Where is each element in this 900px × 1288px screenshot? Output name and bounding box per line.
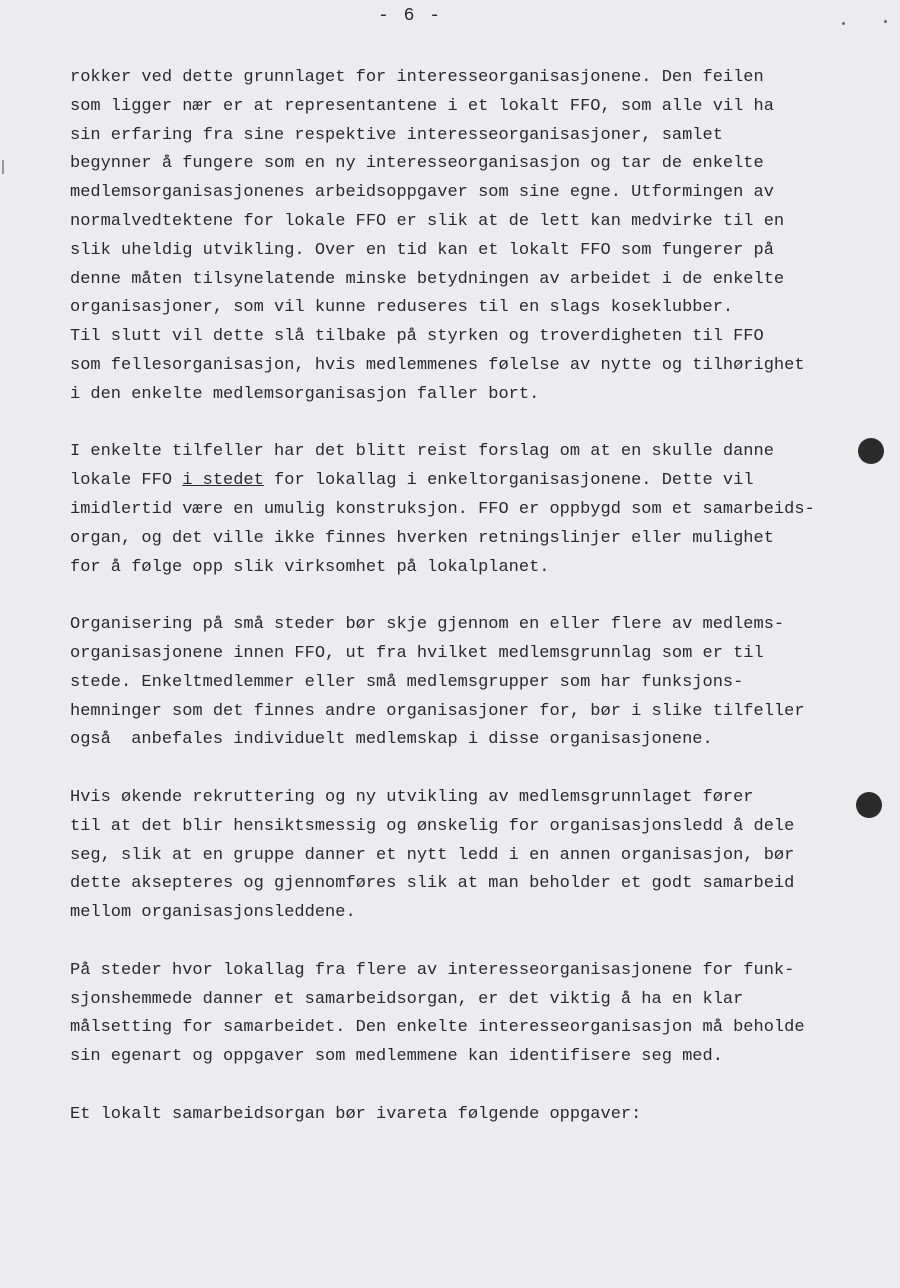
text-line: Til slutt vil dette slå tilbake på styrken og troverdigheten til FFO: [70, 327, 764, 347]
punch-hole: [858, 438, 884, 464]
text-segment: for lokallag i enkeltorganisasjonene. Dette vil: [263, 471, 754, 491]
text-line: slik uheldig utvikling. Over en tid kan et lokalt FFO som fungerer på: [70, 240, 774, 260]
text-line: dette aksepteres og gjennomføres slik at man beholder et godt samarbeid: [70, 874, 795, 894]
punch-hole: [856, 792, 882, 818]
document-body: [70, 64, 890, 1158]
paragraph-5: [70, 957, 890, 1072]
text-line: seg, slik at en gruppe danner et nytt ledd i en annen organisasjon, bør: [70, 845, 795, 865]
text-line: medlemsorganisasjonenes arbeidsoppgaver som sine egne. Utformingen av: [70, 183, 774, 203]
text-line: for å følge opp slik virksomhet på lokalplanet.: [70, 557, 550, 577]
text-line: normalvedtektene for lokale FFO er slik at de lett kan medvirke til en: [70, 211, 785, 231]
text-line: som ligger nær er at representantene i et lokalt FFO, som alle vil ha: [70, 96, 774, 116]
text-line: organisasjoner, som vil kunne reduseres til en slags koseklubber.: [70, 298, 734, 318]
paragraph-4: [70, 784, 890, 928]
text-line: sin erfaring fra sine respektive interesseorganisasjoner, samlet: [70, 125, 723, 145]
text-line: begynner å fungere som en ny interesseorganisasjon og tar de enkelte: [70, 154, 764, 174]
text-line: rokker ved dette grunnlaget for interesseorganisasjonene. Den feilen: [70, 68, 764, 87]
text-line: mellom organisasjonsleddene.: [70, 903, 356, 923]
underlined-phrase: i stedet: [182, 471, 264, 491]
text-line: i den enkelte medlemsorganisasjon faller bort.: [70, 384, 540, 404]
page-number: - 6 -: [377, 6, 442, 26]
text-line: imidlertid være en umulig konstruksjon. FFO er oppbygd som et samarbeids-: [70, 499, 815, 519]
speck: [884, 20, 887, 23]
text-line: målsetting for samarbeidet. Den enkelte interesseorganisasjon må beholde: [70, 1018, 805, 1038]
text-line: som fellesorganisasjon, hvis medlemmenes følelse av nytte og tilhørighet: [70, 355, 805, 375]
paragraph-2: [70, 438, 890, 582]
text-line: denne måten tilsynelatende minske betydningen av arbeidet i de enkelte: [70, 269, 785, 289]
speck: [842, 22, 845, 25]
text-line: Hvis økende rekruttering og ny utvikling av medlemsgrunnlaget fører: [70, 787, 754, 807]
text-line: På steder hvor lokallag fra flere av interesseorganisasjonene for funk-: [70, 960, 795, 980]
text-line: I enkelte tilfeller har det blitt reist forslag om at en skulle danne: [70, 442, 774, 462]
paragraph-1: [70, 64, 890, 410]
text-line: Et lokalt samarbeidsorgan bør ivareta følgende oppgaver:: [70, 1104, 642, 1124]
text-line: hemninger som det finnes andre organisasjoner for, bør i slike tilfeller: [70, 701, 805, 721]
edge-mark: [2, 160, 4, 174]
text-line: stede. Enkeltmedlemmer eller små medlemsgrupper som har funksjons-: [70, 672, 744, 692]
text-line: sin egenart og oppgaver som medlemmene kan identifisere seg med.: [70, 1047, 723, 1067]
paragraph-6: [70, 1101, 890, 1130]
text-line: [70, 467, 890, 496]
text-segment: lokale FFO: [70, 471, 183, 491]
paragraph-3: [70, 611, 890, 755]
text-line: organ, og det ville ikke finnes hverken retningslinjer eller mulighet: [70, 528, 774, 548]
text-line: også anbefales individuelt medlemskap i disse organisasjonene.: [70, 730, 713, 750]
text-line: til at det blir hensiktsmessig og ønskelig for organisasjonsledd å dele: [70, 816, 795, 836]
text-line: sjonshemmede danner et samarbeidsorgan, er det viktig å ha en klar: [70, 989, 744, 1009]
text-line: Organisering på små steder bør skje gjennom en eller flere av medlems-: [70, 615, 785, 635]
text-line: organisasjonene innen FFO, ut fra hvilket medlemsgrunnlag som er til: [70, 643, 764, 663]
